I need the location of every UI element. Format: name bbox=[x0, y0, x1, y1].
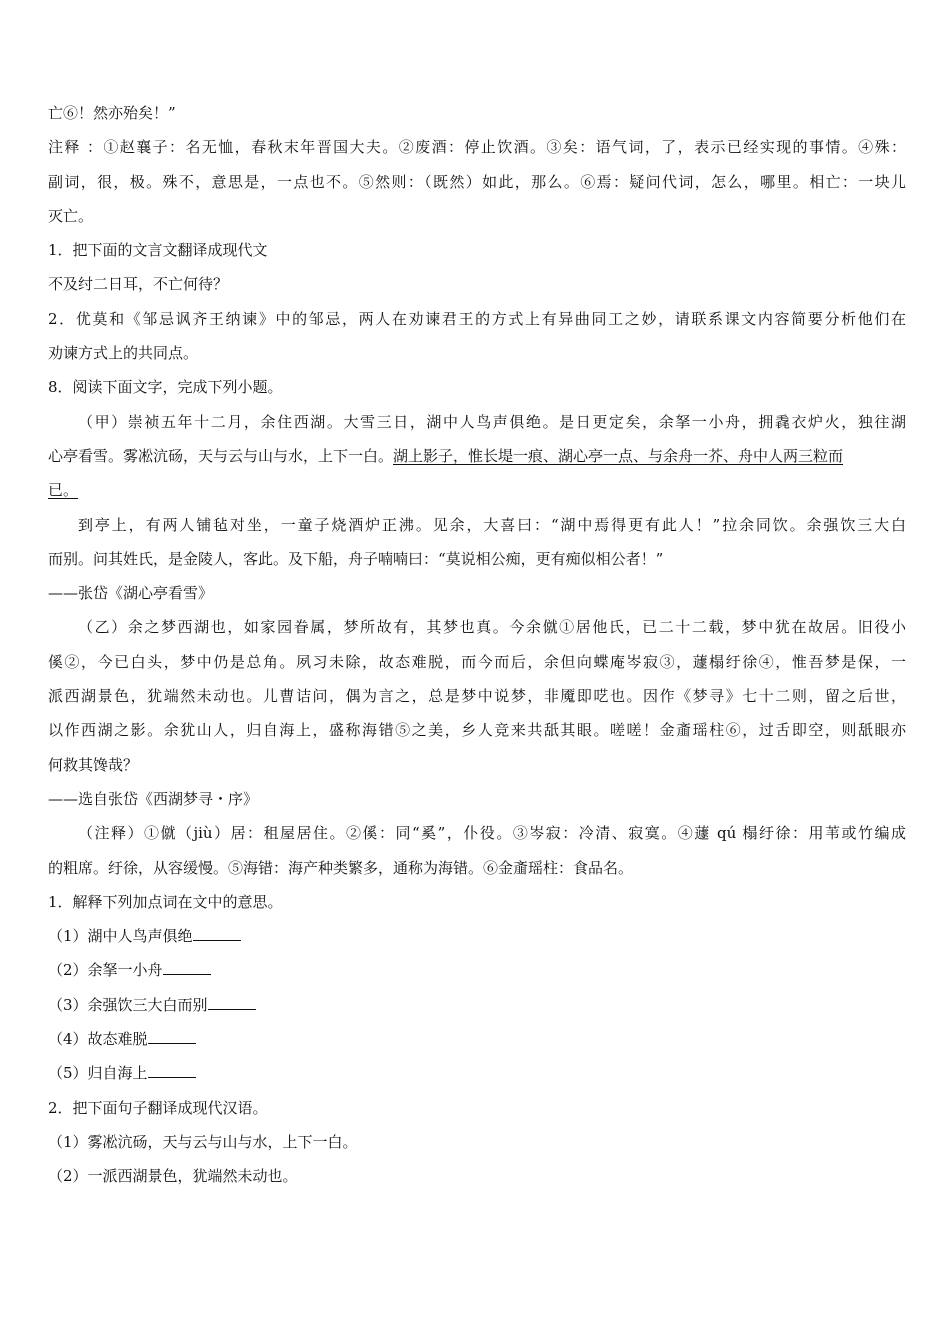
passage-yi-notes: 的粗席。纡徐，从容缓慢。⑤海错：海产种类繁多，通称为海错。⑥金齑瑶柱：食品名。 bbox=[48, 858, 634, 877]
blank-item bbox=[48, 1022, 906, 1056]
blank-item bbox=[48, 953, 906, 987]
sub-question-1: 1．解释下列加点词在文中的意思。 bbox=[48, 892, 283, 911]
blank-item-text: （5）归自海上 bbox=[48, 1064, 148, 1083]
blank-item-text: （2）余拏一小舟 bbox=[48, 961, 163, 980]
passage-jia-line bbox=[48, 473, 906, 507]
blank-item-text: （3）余强饮三大白而别 bbox=[48, 995, 208, 1014]
blank-item bbox=[48, 988, 906, 1022]
blank-item bbox=[48, 1056, 906, 1090]
passage-yi-notes: （注释）①僦（jiù）居：租屋居住。②傒：同“奚”，仆役。③岑寂：冷清、寂寞。④蘧 qú 榻纡徐：用苇或竹编成 bbox=[78, 824, 906, 843]
question-2: 2．优莫和《邹忌讽齐王纳谏》中的邹忌，两人在劝谏君王的方式上有异曲同工之妙，请联系课文内容简要分析他们在 bbox=[48, 309, 906, 328]
document-page bbox=[48, 96, 906, 1194]
question-1-sentence: 不及纣二日耳，不亡何待？ bbox=[48, 275, 229, 294]
underlined-sentence-end: 已。 bbox=[48, 481, 79, 500]
answer-blank bbox=[208, 995, 256, 1010]
passage-yi-line: 派西湖景色，犹端然未动也。儿曹诘问，偶为言之，总是梦中说梦，非魇即呓也。因作《梦寻》七十二则，留之后世， bbox=[48, 687, 906, 706]
passage-yi-line: 傒②，今已白头，梦中仍是总角。夙习未除，故态难脱，而今而后，余但向蝶庵岑寂③，蘧榻纡徐④，惟吾梦是保，一 bbox=[48, 652, 906, 671]
sub-question-2: 2．把下面句子翻译成现代汉语。 bbox=[48, 1098, 268, 1117]
annotation-line: 副词，很，极。殊不，意思是，一点也不。⑤然则：（既然）如此，那么。⑥焉：疑问代词，怎么，哪里。相亡：一块儿 bbox=[48, 172, 906, 191]
question-1: 1．把下面的文言文翻译成现代文 bbox=[48, 241, 268, 260]
annotation-line: 注释 ：①赵襄子：名无恤，春秋末年晋国大夫。②废酒：停止饮酒。③矣：语气词，了，表示已经实现的事情。④殊： bbox=[48, 138, 906, 157]
blank-item bbox=[48, 919, 906, 953]
blank-item-text: （1）湖中人鸟声俱绝 bbox=[48, 927, 193, 946]
blank-item-text: （4）故态难脱 bbox=[48, 1030, 148, 1049]
passage-yi-source: ——选自张岱《西湖梦寻・序》 bbox=[48, 789, 259, 808]
text-line: 亡⑥！然亦殆矣！” bbox=[48, 104, 176, 122]
question-2-cont: 劝谏方式上的共同点。 bbox=[48, 344, 199, 363]
passage-yi-line: （乙）余之梦西湖也，如家园眷属，梦所故有，其梦也真。今余僦①居他氏，已二十二载，梦中犹在故居。旧役小 bbox=[78, 618, 906, 637]
answer-blank bbox=[163, 960, 211, 975]
passage-jia-line: 到亭上，有两人铺毡对坐，一童子烧酒炉正沸。见余，大喜曰：“湖中焉得更有此人！”拉余同饮。余强饮三大白 bbox=[78, 515, 906, 534]
translate-item: （1）雾凇沆砀，天与云与山与水，上下一白。 bbox=[48, 1132, 358, 1151]
passage-yi-line: 何救其馋哉？ bbox=[48, 755, 139, 774]
answer-blank bbox=[148, 1029, 196, 1044]
section-8-heading: 8．阅读下面文字，完成下列小题。 bbox=[48, 378, 283, 397]
underlined-sentence: 湖上影子，惟长堤一痕、湖心亭一点、与余舟一芥、舟中人两三粒而 bbox=[393, 446, 844, 465]
answer-blank bbox=[148, 1063, 196, 1078]
passage-jia-source: ——张岱《湖心亭看雪》 bbox=[48, 584, 214, 603]
passage-jia-line: 而别。问其姓氏，是金陵人，客此。及下船，舟子喃喃曰：“莫说相公痴，更有痴似相公者！” bbox=[48, 549, 664, 568]
translate-item: （2）一派西湖景色，犹端然未动也。 bbox=[48, 1167, 298, 1186]
answer-blank bbox=[193, 926, 241, 941]
passage-yi-line: 以作西湖之影。余犹山人，归自海上，盛称海错⑤之美，乡人竞来共舐其眼。嗟嗟！金齑瑶柱⑥，过舌即空，则舐眼亦 bbox=[48, 721, 906, 740]
passage-jia-line: （甲）崇祯五年十二月，余住西湖。大雪三日，湖中人鸟声俱绝。是日更定矣，余拏一小舟，拥毳衣炉火，独往湖 bbox=[78, 412, 906, 431]
passage-text: 心亭看雪。雾凇沆砀，天与云与山与水，上下一白。 bbox=[48, 446, 394, 465]
passage-jia-line bbox=[48, 439, 906, 473]
annotation-line: 灭亡。 bbox=[48, 206, 94, 225]
